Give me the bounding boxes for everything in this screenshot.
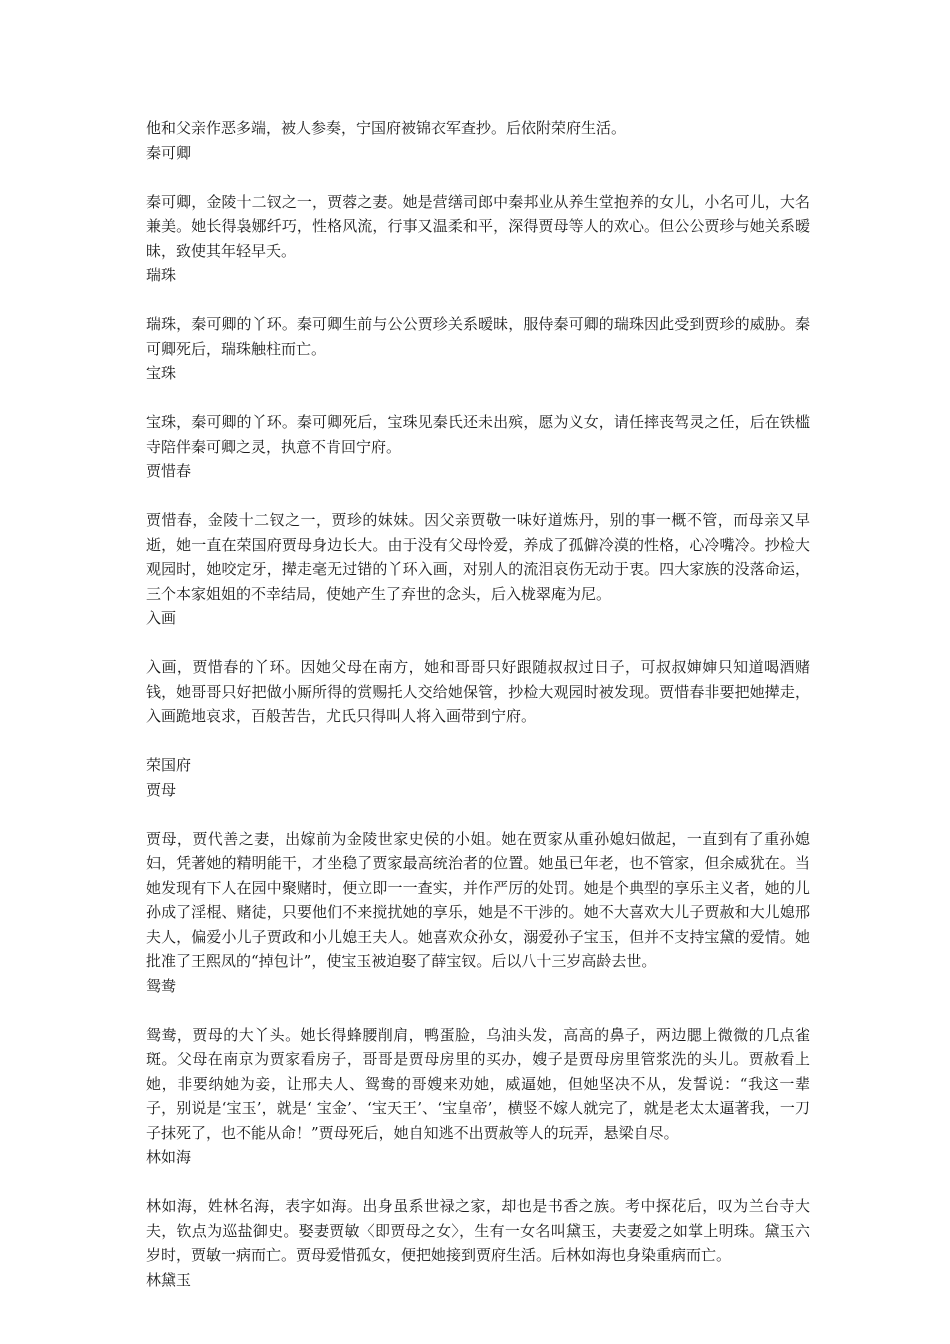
heading-lin-ruhai: 林如海 (146, 1148, 192, 1166)
paragraph-baozhu: 宝珠，秦可卿的丫环。秦可卿死后，宝珠见秦氏还未出殡，愿为义女，请任摔丧驾灵之任，后在铁槛寺陪伴秦可卿之灵，执意不肯回宁府。 (146, 413, 810, 456)
spacer (146, 1170, 810, 1195)
paragraph-jia-rong-end: 他和父亲作恶多端，被人参奏，宁国府被锦衣军查抄。后依附荣府生活。 (146, 119, 627, 137)
paragraph-jia-xichun: 贾惜春，金陵十二钗之一，贾珍的妹妹。因父亲贾敬一味好道炼丹，别的事一概不管，而母亲又早逝，她一直在荣国府贾母身边长大。由于没有父母怜爱，养成了孤僻冷漠的性格，心冷嘴冷。抄检大观园时，她咬定牙，撵走毫无过错的丫环入画，对别人的流泪哀伤无动于衷。四大家族的没落命运，三个本家姐姐的不幸结局，使她产生了弃世的念头，后入栊翠庵为尼。 (146, 511, 810, 603)
heading-yuanyang: 鸳鸯 (146, 976, 177, 995)
spacer (146, 631, 810, 656)
document-page (146, 116, 810, 1292)
heading-baozhu: 宝珠 (146, 364, 177, 382)
spacer (146, 484, 810, 509)
paragraph-jia-mu: 贾母，贾代善之妻，出嫁前为金陵世家史侯的小姐。她在贾家从重孙媳妇做起，一直到有了重孙媳妇，凭著她的精明能干，才坐稳了贾家最高统治者的位置。她虽已年老，也不管家，但余威犹在。当她发现有下人在园中聚赌时，便立即一一查实，并作严厉的处罚。她是个典型的享乐主义者，她的儿孙成了淫棍、赌徒，只要他们不来搅扰她的享乐，她是不干涉的。她不大喜欢大儿子贾赦和大儿媳邢夫人，偏爱小儿子贾政和小儿媳王夫人。她喜欢众孙女，溺爱孙子宝玉，但并不支持宝黛的爱情。她批准了王熙凤的“掉包计”，使宝玉被迫娶了薛宝钗。后以八十三岁高龄去世。 (146, 829, 810, 970)
spacer (146, 998, 810, 1023)
paragraph-qin-keqing: 秦可卿，金陵十二钗之一，贾蓉之妻。她是营缮司郎中秦邦业从养生堂抱养的女儿，小名可儿，大名兼美。她长得袅娜纤巧，性格风流，行事又温柔和平，深得贾母等人的欢心。但公公贾珍与她关系暧昧，致使其年轻早夭。 (146, 192, 810, 260)
paragraph-ruizhu: 瑞珠，秦可卿的丫环。秦可卿生前与公公贾珍关系暧昧，服侍秦可卿的瑞珠因此受到贾珍的威胁。秦可卿死后，瑞珠触柱而亡。 (146, 315, 810, 358)
heading-jia-mu: 贾母 (146, 780, 177, 799)
spacer (146, 165, 810, 190)
heading-lin-daiyu: 林黛玉 (146, 1270, 192, 1289)
spacer (146, 386, 810, 411)
spacer (146, 288, 810, 313)
spacer (146, 802, 810, 827)
heading-ruhua: 入画 (146, 609, 177, 627)
section-heading-rongguofu: 荣国府 (146, 756, 192, 774)
heading-jia-xichun: 贾惜春 (146, 462, 192, 480)
paragraph-lin-ruhai: 林如海，姓林名海，表字如海。出身虽系世禄之家，却也是书香之族。考中探花后，叹为兰台寺大夫，钦点为巡盐御史。娶妻贾敏〈即贾母之女〉，生有一女名叫黛玉，夫妻爱之如掌上明珠。黛玉六岁时，贾敏一病而亡。贾母爱惜孤女，便把她接到贾府生活。后林如海也身染重病而亡。 (146, 1197, 810, 1264)
spacer (146, 729, 810, 754)
paragraph-ruhua: 入画，贾惜春的丫环。因她父母在南方，她和哥哥只好跟随叔叔过日子，可叔叔婶婶只知道喝酒赌钱，她哥哥只好把做小厮所得的赏赐托人交给她保管，抄检大观园时被发现。贾惜春非要把她撵走，入画跪地哀求，百般苦告，尤氏只得叫人将入画带到宁府。 (146, 658, 810, 725)
heading-qin-keqing: 秦可卿 (146, 143, 192, 162)
heading-ruizhu: 瑞珠 (146, 266, 177, 284)
paragraph-yuanyang: 鸳鸯，贾母的大丫头。她长得蜂腰削肩，鸭蛋脸，乌油头发，高高的鼻子，两边腮上微微的几点雀斑。父母在南京为贾家看房子，哥哥是贾母房里的买办，嫂子是贾母房里管浆洗的头儿。贾赦看上她，非要纳她为妾，让邢夫人、鸳鸯的哥嫂来劝她，威逼她，但她坚决不从，发誓说：“我这一辈子，别说是‘宝玉’，就是‘ 宝金’、‘宝天王’、‘宝皇帝’，横竖不嫁人就完了，就是老太太逼著我，一刀子抹死了，也不能从命！”贾母死后，她自知逃不出贾赦等人的玩弄，悬梁自尽。 (146, 1025, 810, 1142)
